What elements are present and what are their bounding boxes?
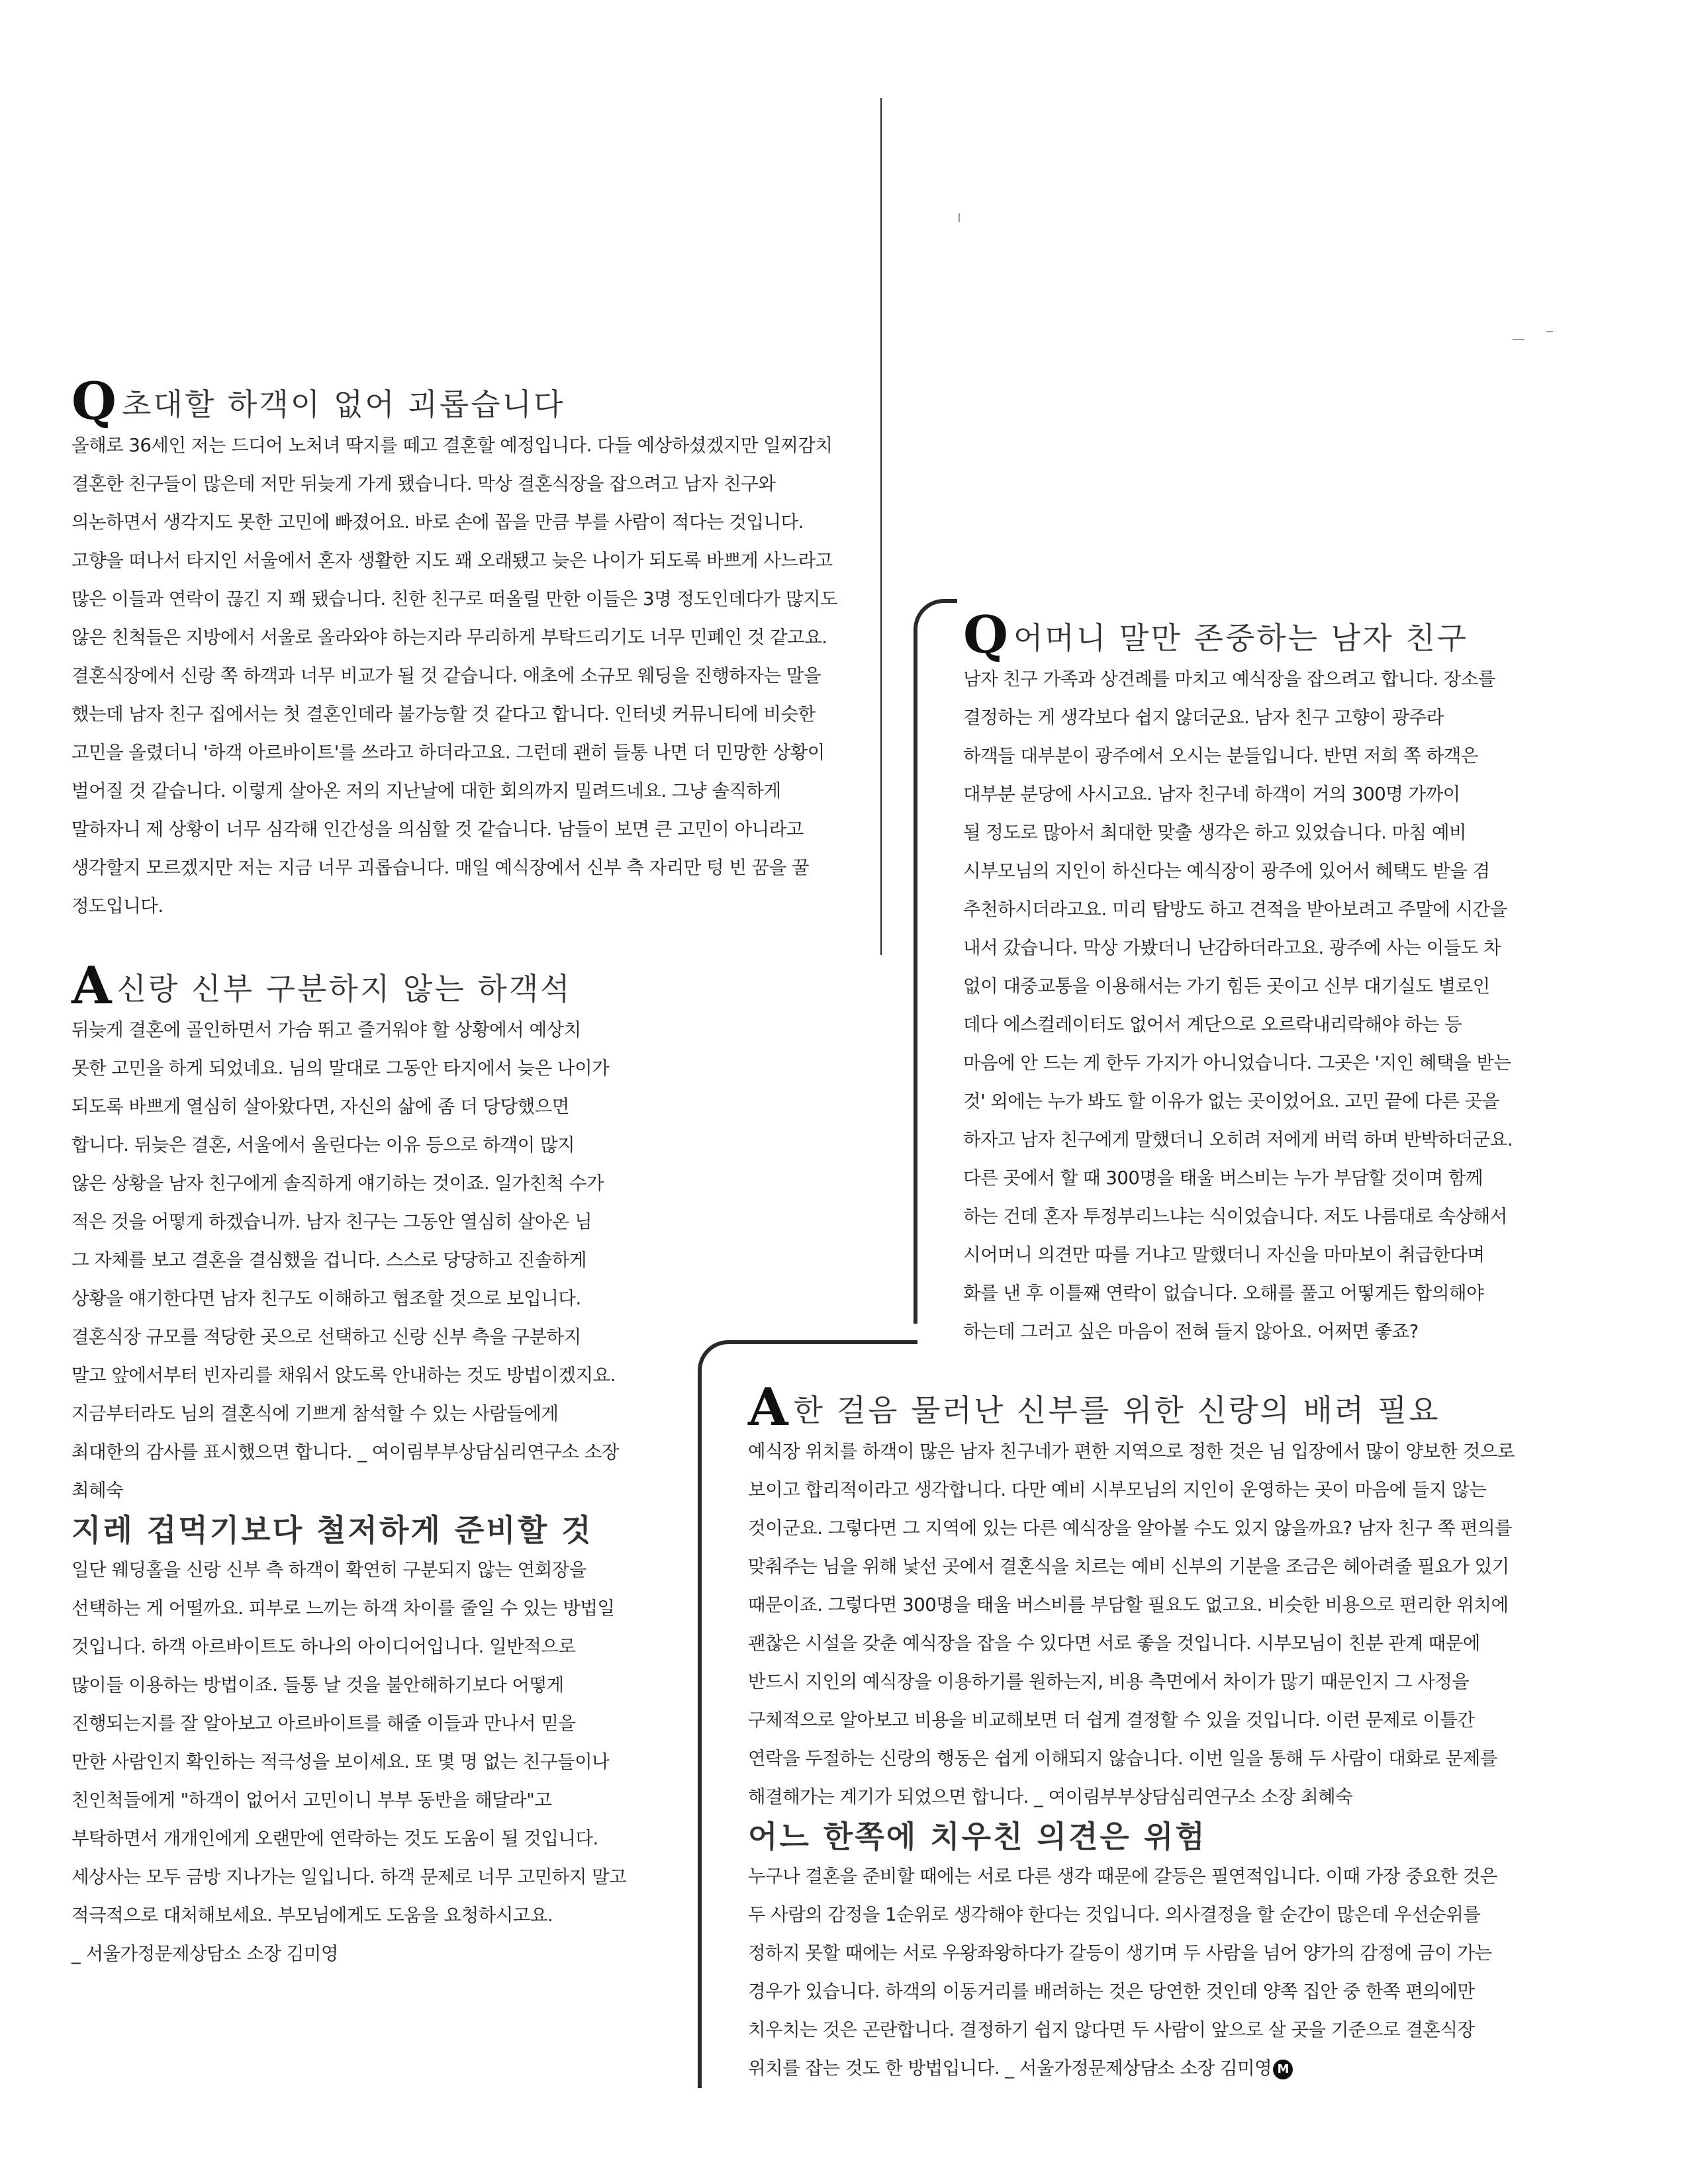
text-line: 것이군요. 그렇다면 그 지역에 있는 다른 예식장을 알아볼 수도 있지 않을까요? 남자 친구 쪽 편의를 [748,1518,1513,1539]
question-1-title: Q초대할 하객이 없어 괴롭습니다 [71,371,565,432]
text-line: 정하지 못할 때에는 서로 우왕좌왕하다가 갈등이 생기며 두 사람을 넘어 양가의 감정에 금이 가는 [748,1942,1492,1964]
q-mark: Q [71,371,117,432]
text-line: 합니다. 뒤늦은 결혼, 서울에서 올린다는 이유 등으로 하객이 많지 [71,1134,575,1156]
curved-rule-a2 [698,1340,741,1384]
text-line: 되도록 바쁘게 열심히 살아왔다면, 자신의 삶에 좀 더 당당했으면 [71,1096,569,1117]
text-line: 남자 친구 가족과 상견례를 마치고 예식장을 잡으려고 합니다. 장소를 [963,668,1495,690]
a-mark: A [748,1377,788,1437]
text-line: 의논하면서 생각지도 못한 고민에 빠졌어요. 바로 손에 꼽을 만큼 부를 사람이 적다는 것입니다. [71,512,804,533]
a-mark: A [71,956,112,1016]
text-line: 괜찮은 시설을 갖춘 예식장을 잡을 수 있다면 서로 좋을 것입니다. 시부모님이 친분 관계 때문에 [748,1633,1480,1654]
text-line: 많은 이들과 연락이 끊긴 지 꽤 됐습니다. 친한 친구로 떠올릴 만한 이들은 3명 정도인데다가 많지도 [71,588,838,610]
answer-2-body [748,1432,1648,1816]
text-line: 맞춰주는 님을 위해 낯선 곳에서 결혼식을 치르는 예비 신부의 기분을 조금은 헤아려줄 필요가 있기 [748,1556,1509,1577]
text-line: 없이 대중교통을 이용해서는 가기 힘든 곳이고 신부 대기실도 별로인 [963,976,1490,997]
text-line: 생각할지 모르겠지만 저는 지금 너무 괴롭습니다. 매일 예식장에서 신부 측 자리만 텅 빈 꿈을 꿀 [71,857,810,878]
text-line: 말하자니 제 상황이 너무 심각해 인간성을 의심할 것 같습니다. 남들이 보면 큰 고민이 아니라고 [71,819,804,840]
question-2-body [963,660,1638,1351]
text-line: 고민을 올렸더니 '하객 아르바이트'를 쓰라고 하더라고요. 그런데 괜히 들통 나면 더 민망한 상황이 [71,742,825,763]
text-line: 결정하는 게 생각보다 쉽지 않더군요. 남자 친구 고향이 광주라 [963,707,1444,728]
q-mark: Q [963,605,1008,665]
question-2-title: Q어머니 말만 존중하는 남자 친구 [963,605,1469,665]
text-line: 구체적으로 알아보고 비용을 비교해보면 더 쉽게 결정할 수 있을 것입니다. 이런 문제로 이틀간 [748,1709,1475,1731]
text-line: 하자고 남자 친구에게 말했더니 오히려 저에게 버럭 하며 반박하더군요. [963,1129,1513,1150]
text-line: 내서 갔습니다. 막상 가봤더니 난감하더라고요. 광주에 사는 이들도 차 [963,937,1501,958]
text-line: 반드시 지인의 예식장을 이용하기를 원하는지, 비용 측면에서 차이가 많기 때문인지 그 사정을 [748,1671,1470,1692]
rule-a2-vertical [698,1370,702,2088]
text-line: 추천하시더라고요. 미리 탐방도 하고 견적을 받아보려고 주말에 시간을 [963,899,1507,920]
text-line: 했는데 남자 친구 집에서는 첫 결혼인데라 불가능할 것 같다고 합니다. 인터넷 커뮤니티에 비슷한 [71,704,816,725]
text-line credit: _ 서울가정문제상담소 소장 김미영 [71,1943,338,1964]
question-1-body [71,426,886,925]
text-line: 경우가 있습니다. 하객의 이동거리를 배려하는 것은 당연한 것인데 양쪽 집안 중 한쪽 편의에만 [748,1981,1475,2002]
text-line: 하는 건데 혼자 투정부리느냐는 식이었습니다. 저도 나름대로 속상해서 [963,1206,1507,1227]
text-line: 못한 고민을 하게 되었네요. 님의 말대로 그동안 타지에서 늦은 나이가 [71,1058,610,1079]
text-line: 하객들 대부분이 광주에서 오시는 분들입니다. 반면 저희 쪽 하객은 [963,745,1478,766]
text-line: 정도입니다. [71,895,164,917]
answer-2-sub-body [748,1857,1648,2087]
text-line credit: 최혜숙 [71,1480,124,1501]
text-line: 선택하는 게 어떨까요. 피부로 느끼는 하객 차이를 줄일 수 있는 방법일 [71,1598,615,1619]
text-line: 적은 것을 어떻게 하겠습니까. 남자 친구는 그동안 열심히 살아온 님 [71,1211,592,1232]
text-line: 데다 에스컬레이터도 없어서 계단으로 오르락내리락해야 하는 등 [963,1014,1462,1035]
text-line: 만한 사람인지 확인하는 적극성을 보이세요. 또 몇 명 없는 친구들이나 [71,1751,610,1772]
text-line: 두 사람의 감정을 1순위로 생각해야 한다는 것입니다. 의사결정을 할 순간이 많은데 우선순위를 [748,1904,1481,1925]
end-mark-icon: M [1273,2060,1293,2079]
text-line: 것입니다. 하객 아르바이트도 하나의 아이디어입니다. 일반적으로 [71,1636,576,1657]
text-line: 많이들 이용하는 방법이죠. 들통 날 것을 불안해하기보다 어떻게 [71,1674,564,1696]
text-line: 시어머니 의견만 따를 거냐고 말했더니 자신을 마마보이 취급한다며 [963,1244,1485,1265]
text-line: 올해로 36세인 저는 드디어 노처녀 딱지를 떼고 결혼할 예정입니다. 다들 예상하셨겠지만 일찌감치 [71,435,833,456]
text-line: 고향을 떠나서 타지인 서울에서 혼자 생활한 지도 꽤 오래됐고 늦은 나이가 되도록 바쁘게 사느라고 [71,550,833,571]
curved-rule-q2 [914,599,957,643]
text-line: 친인척들에게 "하객이 없어서 고민이니 부부 동반을 해달라"고 [71,1790,552,1811]
text-line: 될 정도로 많아서 최대한 맞출 생각은 하고 있었습니다. 마침 예비 [963,822,1467,843]
text-line credit: 해결해가는 계기가 되었으면 합니다. _ 여이림부부상담심리연구소 소장 최혜숙 [748,1786,1353,1807]
question-1 [71,371,886,925]
text-line: 뒤늦게 결혼에 골인하면서 가슴 뛰고 즐거워야 할 상황에서 예상치 [71,1019,581,1040]
question-2 [963,605,1638,1351]
text-line: 상황을 얘기한다면 남자 친구도 이해하고 협조할 것으로 보입니다. [71,1288,581,1309]
text-line: 때문이죠. 그렇다면 300명을 태울 버스비를 부담할 필요도 없고요. 비슷한 비용으로 편리한 위치에 [748,1594,1509,1615]
text-line: 대부분 분당에 사시고요. 남자 친구네 하객이 거의 300명 가까이 [963,784,1460,805]
text-line: 치우치는 것은 곤란합니다. 결정하기 쉽지 않다면 두 사람이 앞으로 살 곳을 기준으로 결혼식장 [748,2019,1475,2040]
text-line: 결혼식장에서 신랑 쪽 하객과 너무 비교가 될 것 같습니다. 애초에 소규모 웨딩을 진행하자는 말을 [71,665,821,686]
answer-2-title: A한 걸음 물러난 신부를 위한 신랑의 배려 필요 [748,1377,1440,1437]
scan-speck [959,213,960,222]
text-line: 지금부터라도 님의 결혼식에 기쁘게 참석할 수 있는 사람들에게 [71,1403,559,1424]
text-line: 누구나 결혼을 준비할 때에는 서로 다른 생각 때문에 갈등은 필연적입니다. 이때 가장 중요한 것은 [748,1866,1497,1887]
text-line: 말고 앞에서부터 빈자리를 채워서 앉도록 안내하는 것도 방법이겠지요. [71,1365,616,1386]
rule-a2-horizontal [728,1340,917,1344]
text-line: 부탁하면서 개개인에게 오랜만에 연락하는 것도 도움이 될 것입니다. [71,1828,598,1849]
text-line: 세상사는 모두 금방 지나가는 일입니다. 하객 문제로 너무 고민하지 말고 [71,1866,627,1888]
text-line: 마음에 안 드는 게 한두 가지가 아니었습니다. 그곳은 '지인 혜택을 받는 [963,1052,1511,1073]
text-line: 적극적으로 대처해보세요. 부모님에게도 도움을 요청하시고요. [71,1905,553,1926]
text-line: 다른 곳에서 할 때 300명을 태울 버스비는 누가 부담할 것이며 함께 [963,1167,1483,1189]
text-line: 그 자체를 보고 결혼을 결심했을 겁니다. 스스로 당당하고 진솔하게 [71,1250,586,1271]
text-line credit: 최대한의 감사를 표시했으면 합니다. _ 여이림부부상담심리연구소 소장 [71,1441,619,1463]
text-line: 것' 외에는 누가 봐도 할 이유가 없는 곳이었어요. 고민 끝에 다른 곳을 [963,1091,1499,1112]
text-line: 예식장 위치를 하객이 많은 남자 친구네가 편한 지역으로 정한 것은 님 입장에서 많이 양보한 것으로 [748,1441,1515,1462]
text-line credit: 위치를 잡는 것도 한 방법입니다. _ 서울가정문제상담소 소장 김미영 M [748,2049,1648,2087]
answer-2-subtitle: 어느 한쪽에 치우친 의견은 위험 [748,1819,1207,1854]
scan-speck [1513,339,1524,340]
text-line: 벌어질 것 같습니다. 이렇게 살아온 저의 지난날에 대한 회의까지 밀려드네요. 그냥 솔직하게 [71,780,781,801]
text-line: 일단 웨딩홀을 신랑 신부 측 하객이 확연히 구분되지 않는 연회장을 [71,1559,586,1580]
text-line: 화를 낸 후 이틀째 연락이 없습니다. 오해를 풀고 어떻게든 합의해야 [963,1283,1484,1304]
text-line: 시부모님의 지인이 하신다는 예식장이 광주에 있어서 혜택도 받을 겸 [963,860,1490,882]
text-line: 연락을 두절하는 신랑의 행동은 쉽게 이해되지 않습니다. 이번 일을 통해 두 사람이 대화로 문제를 [748,1748,1497,1769]
answer-1-sub-body [71,1551,687,1973]
text-line: 않은 친척들은 지방에서 서울로 올라와야 하는지라 무리하게 부탁드리기도 너무 민폐인 것 같고요. [71,627,827,648]
answer-1 [71,956,687,1973]
scan-speck [1546,331,1553,332]
answer-1-title: A신랑 신부 구분하지 않는 하객석 [71,956,572,1016]
text-line: 하는데 그러고 싶은 마음이 전혀 들지 않아요. 어쩌면 좋죠? [963,1321,1419,1342]
text-line: 결혼한 친구들이 많은데 저만 뒤늦게 가게 됐습니다. 막상 결혼식장을 잡으려고 남자 친구와 [71,473,776,494]
text-line: 보이고 합리적이라고 생각합니다. 다만 예비 시부모님의 지인이 운영하는 곳이 마음에 들지 않는 [748,1479,1487,1500]
answer-2 [748,1377,1648,2087]
text-line: 결혼식장 규모를 적당한 곳으로 선택하고 신랑 신부 측을 구분하지 [71,1326,581,1347]
text-line: 않은 상황을 남자 친구에게 솔직하게 얘기하는 것이죠. 일가친척 수가 [71,1173,604,1194]
answer-1-body [71,1011,687,1510]
answer-1-subtitle: 지레 겁먹기보다 철저하게 준비할 것 [71,1512,593,1548]
text-line: 진행되는지를 잘 알아보고 아르바이트를 해줄 이들과 만나서 믿을 [71,1713,576,1734]
rule-q2-vertical [914,629,917,1324]
